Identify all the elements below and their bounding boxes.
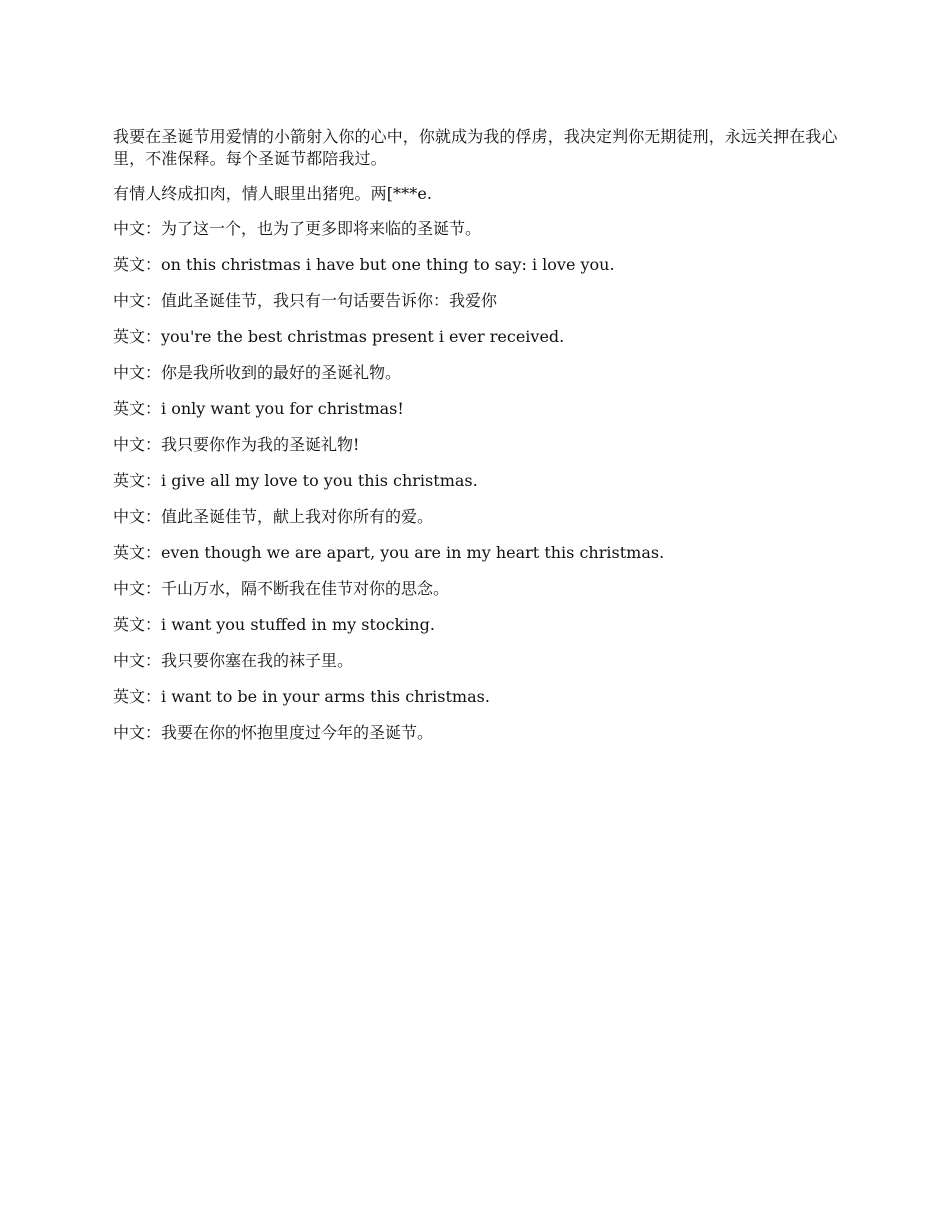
text-line: 中文：为了这一个，也为了更多即将来临的圣诞节。 (113, 219, 482, 238)
text-line: 英文：i give all my love to you this christmas. (113, 471, 478, 490)
text-line: 英文：i want to be in your arms this christmas. (113, 687, 490, 706)
text-line: 中文：值此圣诞佳节，我只有一句话要告诉你：我爱你 (113, 291, 498, 310)
text-line: 英文：i only want you for christmas! (113, 399, 404, 418)
intro-paragraph: 我要在圣诞节用爱情的小箭射入你的心中，你就成为我的俘虏，我决定判你无期徒刑，永远关押在我心里，不准保释。每个圣诞节都陪我过。 (113, 127, 838, 168)
text-line: 中文：我只要你作为我的圣诞礼物! (113, 435, 360, 454)
text-line: 中文：我要在你的怀抱里度过今年的圣诞节。 (113, 723, 434, 742)
text-line: 中文：值此圣诞佳节，献上我对你所有的爱。 (113, 507, 434, 526)
text-line: 中文：我只要你塞在我的袜子里。 (113, 651, 354, 670)
text-line: 英文：you're the best christmas present i ever received. (113, 327, 565, 346)
text-line: 英文：even though we are apart, you are in my heart this christmas. (113, 543, 665, 562)
text-line: 英文：on this christmas i have but one thing to say: i love you. (113, 255, 615, 274)
text-line: 英文：i want you stuffed in my stocking. (113, 615, 435, 634)
document-body (113, 126, 843, 757)
text-line: 中文：千山万水，隔不断我在佳节对你的思念。 (113, 579, 450, 598)
text-line: 中文：你是我所收到的最好的圣诞礼物。 (113, 363, 402, 382)
second-paragraph: 有情人终成扣肉，情人眼里出猪兜。两[***e. (113, 184, 433, 203)
